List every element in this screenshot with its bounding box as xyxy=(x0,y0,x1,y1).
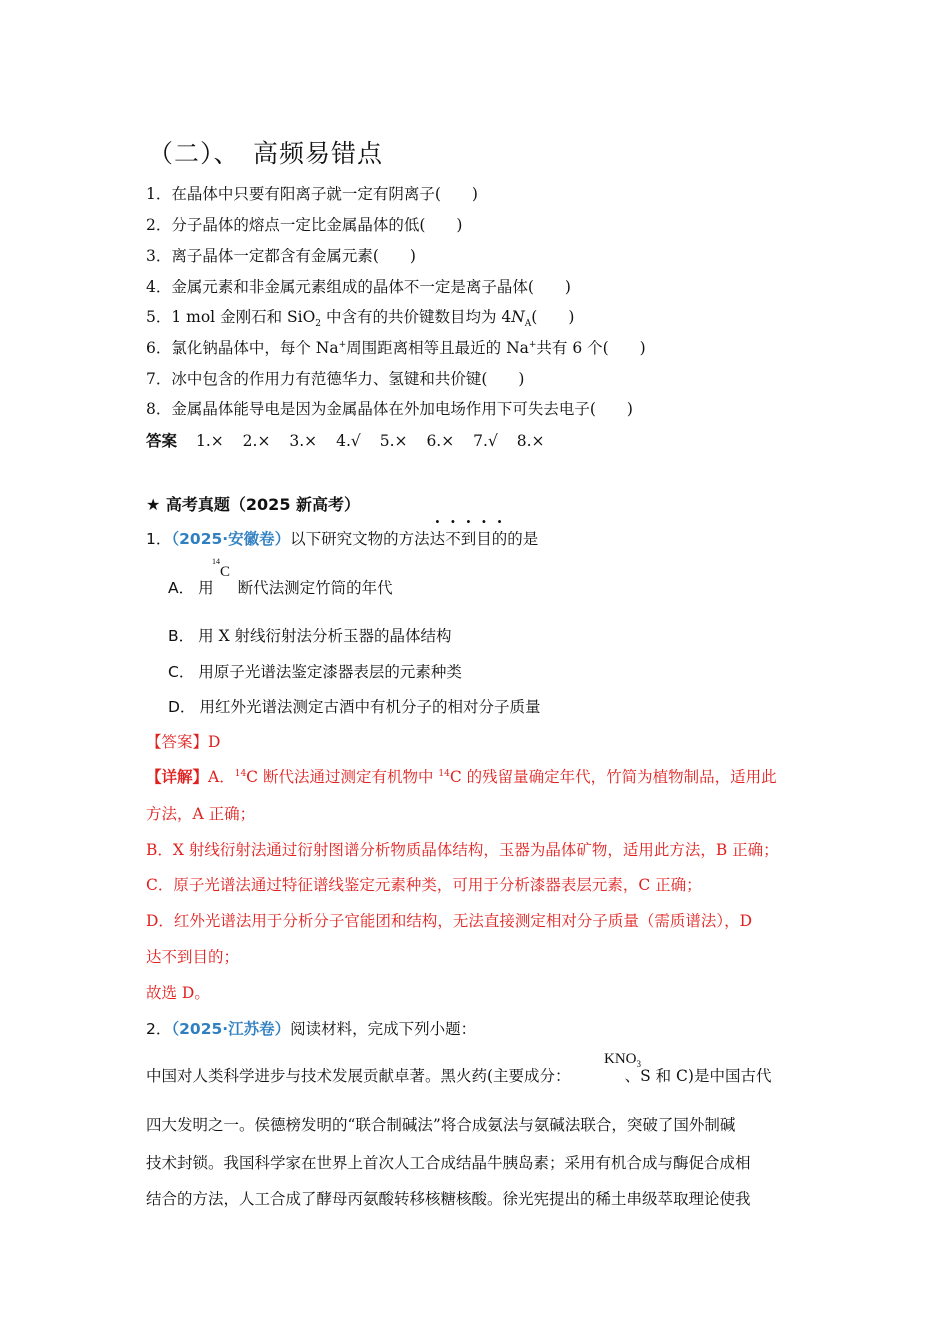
option-b-letter: B． xyxy=(168,627,195,645)
option-c-text: 用原子光谱法鉴定漆器表层的元素种类 xyxy=(198,663,462,681)
kno3-formula xyxy=(604,1051,641,1068)
question-1-answer: 【答案】D xyxy=(146,733,221,751)
conclusion: 故选 D。 xyxy=(146,984,210,1002)
statement-7: 7．冰中包含的作用力有范德华力、氢键和共价键( ) xyxy=(146,370,525,388)
emphasis-char: 不 xyxy=(445,530,461,548)
explain-d-line-1: D．红外光谱法用于分析分子官能团和结构，无法直接测定相对分子质量（需质谱法），D xyxy=(146,912,753,930)
statement-5-sub: 2 xyxy=(315,319,322,330)
statement-5 xyxy=(146,307,575,330)
kno3-sub: 3 xyxy=(636,1059,641,1069)
answer-3: 3.× xyxy=(289,432,318,450)
carbon-14-mass: 14 xyxy=(212,557,220,566)
option-c xyxy=(168,660,462,682)
explain-label: 【详解】 xyxy=(146,767,209,786)
material-line-1-pre: 中国对人类科学进步与技术发展贡献卓著。黑火药(主要成分： xyxy=(146,1067,571,1085)
explain-c14-mass-1: 14 xyxy=(234,768,247,779)
statement-6-mid: 周围距离相等且最近的 Na xyxy=(346,339,529,357)
explain-d-line-2: 达不到目的； xyxy=(146,948,240,966)
question-1-stem-post: 的是 xyxy=(507,530,539,548)
statement-1: 1．在晶体中只要有阳离子就一定有阴离子( ) xyxy=(146,185,478,203)
statement-5-sub2: A xyxy=(524,319,532,330)
material-line-4: 结合的方法，人工合成了酵母丙氨酸转移核糖核酸。徐光宪提出的稀土串级萃取理论使我 xyxy=(146,1190,751,1208)
answer-5: 5.× xyxy=(379,432,408,450)
material-line-1 xyxy=(146,1064,771,1086)
option-d-letter: D． xyxy=(168,698,196,716)
question-1-source: （2025·安徽卷） xyxy=(171,530,291,548)
statement-6-pre: 6．氯化钠晶体中，每个 Na xyxy=(146,339,339,357)
question-2-stem-text: 阅读材料，完成下列小题： xyxy=(290,1020,477,1038)
gaokao-title: ★ 高考真题（2025 新高考） xyxy=(146,495,361,514)
question-1-number: 1． xyxy=(146,530,172,548)
statement-6 xyxy=(146,338,646,358)
option-b xyxy=(168,624,452,646)
statement-8: 8．金属晶体能导电是因为金属晶体在外加电场作用下可失去电子( ) xyxy=(146,400,633,418)
option-a xyxy=(168,576,393,598)
option-a-post: 断代法测定竹筒的年代 xyxy=(237,579,393,597)
statement-6-sup2: + xyxy=(528,339,537,350)
emphasis-char: 达 xyxy=(429,530,446,548)
explain-a-mid2: C 的残留量确定年代，竹简为植物制品，适用此 xyxy=(449,768,777,786)
explain-c: C．原子光谱法通过特征谱线鉴定元素种类，可用于分析漆器表层元素，C 正确； xyxy=(146,876,702,894)
option-b-text: 用 X 射线衍射法分析玉器的晶体结构 xyxy=(198,627,452,645)
explain-b: B．X 射线衍射法通过衍射图谱分析物质晶体结构，玉器为晶体矿物，适用此方法，B 正确； xyxy=(146,841,779,859)
explain-a-line-1 xyxy=(146,765,777,787)
option-d-text: 用红外光谱法测定古酒中有机分子的相对分子质量 xyxy=(199,698,541,716)
question-1-stem xyxy=(146,527,538,549)
statement-3: 3．离子晶体一定都含有金属元素( ) xyxy=(146,247,416,265)
option-a-pre: 用 xyxy=(198,579,214,597)
statement-4: 4．金属元素和非金属元素组成的晶体不一定是离子晶体( ) xyxy=(146,278,571,296)
emphasis-char: 的 xyxy=(491,530,508,548)
explain-a-mid1: C 断代法通过测定有机物中 xyxy=(246,768,439,786)
carbon-14-symbol: C xyxy=(220,564,231,580)
option-d xyxy=(168,695,540,717)
option-a-letter: A． xyxy=(168,579,195,597)
question-2-stem xyxy=(146,1017,476,1039)
answer-row xyxy=(146,429,559,451)
option-c-letter: C． xyxy=(168,663,195,681)
statement-6-post: 共有 6 个( ) xyxy=(536,339,646,357)
question-2-source: （2025·江苏卷） xyxy=(171,1020,291,1038)
statement-5-mid: 中含有的共价键数目均为 4 xyxy=(321,308,512,326)
carbon-14-formula xyxy=(212,557,231,581)
answer-label: 答案 xyxy=(146,432,178,450)
material-line-3: 技术封锁。我国科学家在世界上首次人工合成结晶牛胰岛素；采用有机合成与酶促合成相 xyxy=(146,1154,751,1172)
statement-2: 2．分子晶体的熔点一定比金属晶体的低( ) xyxy=(146,216,463,234)
answer-8: 8.× xyxy=(516,432,545,450)
kno3-text: KNO xyxy=(604,1051,637,1067)
statement-5-italic: N xyxy=(511,308,525,326)
explain-c14-mass-2: 14 xyxy=(438,768,450,779)
question-2-number: 2． xyxy=(146,1020,172,1038)
emphasis-char: 目 xyxy=(476,530,492,548)
answer-2: 2.× xyxy=(242,432,271,450)
answer-1: 1.× xyxy=(195,432,224,450)
explain-a-pre: A． xyxy=(208,768,235,786)
material-line-2: 四大发明之一。侯德榜发明的“联合制碱法”将合成氨法与氨碱法联合，突破了国外制碱 xyxy=(146,1116,736,1134)
answer-6: 6.× xyxy=(426,432,455,450)
statement-5-post: ( ) xyxy=(531,308,575,326)
answer-4: 4.√ xyxy=(336,432,361,450)
explain-a-line-2: 方法，A 正确； xyxy=(146,805,256,823)
material-line-1-post: 、S 和 C)是中国古代 xyxy=(624,1067,772,1085)
statement-5-pre: 5．1 mol 金刚石和 SiO xyxy=(146,308,316,326)
question-1-stem-pre: 以下研究文物的方法 xyxy=(290,530,430,548)
statement-6-sup: + xyxy=(338,339,347,350)
emphasis-char: 到 xyxy=(460,530,477,548)
answer-7: 7.√ xyxy=(473,432,498,450)
section-title: （二）、 高频易错点 xyxy=(148,139,384,168)
emphasis-phrase xyxy=(430,530,508,548)
